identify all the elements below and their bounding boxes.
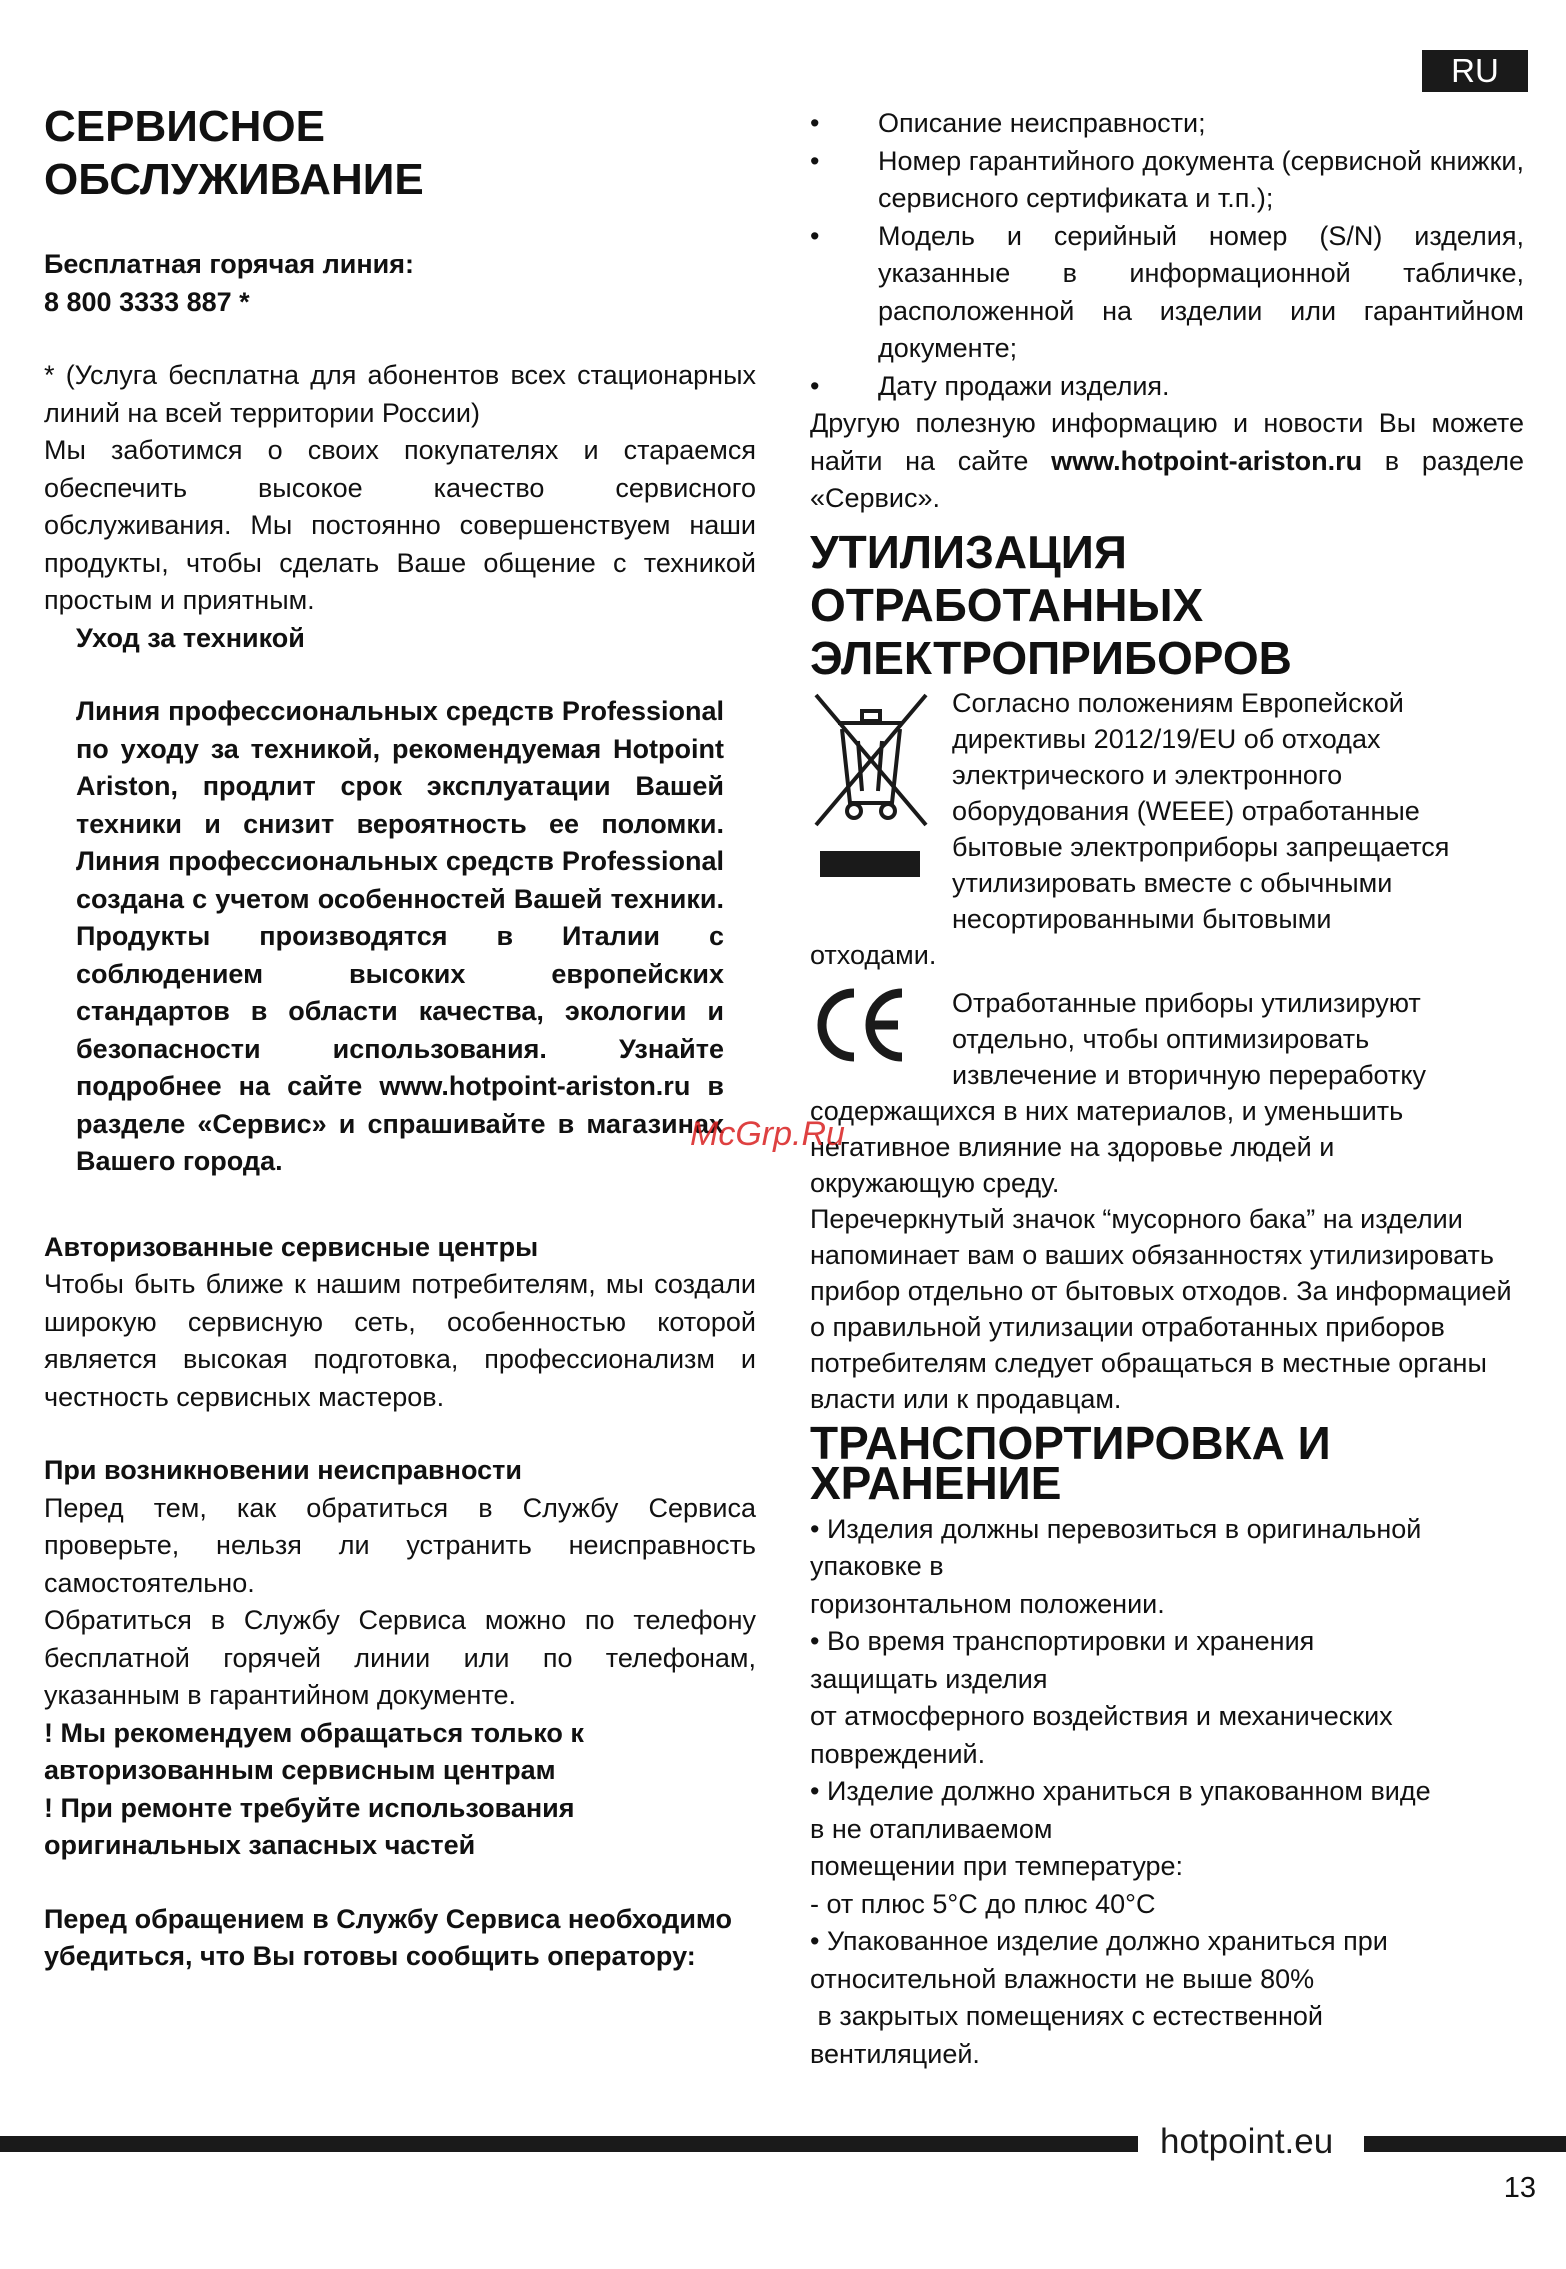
service-title-line2: ОБСЛУЖИВАНИЕ: [44, 155, 424, 204]
page-number: 13: [1503, 2172, 1536, 2204]
info-text-after: в разделе «Сервис».: [810, 445, 1524, 513]
info-bullet-list: [810, 105, 1524, 405]
bullet-dot: •: [810, 145, 820, 176]
transport-line: вентиляцией.: [810, 2038, 980, 2069]
transport-line: относительной влажности не выше 80%: [810, 1963, 1315, 1994]
bullet-text: Номер гарантийного документа (сервисной книжки, сервисного сертификата и т.п.);: [878, 145, 1524, 213]
ce-text-line: извлечение и вторичную переработку: [952, 1059, 1426, 1090]
transport-line: - от плюс 5°C до плюс 40°C: [810, 1888, 1156, 1919]
bullet-dot: •: [810, 220, 820, 251]
transport-title-line2: ХРАНЕНИЕ: [810, 1456, 1062, 1509]
hotline-number: 8 800 3333 887 *: [44, 286, 250, 317]
weee-section: [810, 685, 1524, 937]
before-contact-text: Перед обращением в Службу Сервиса необходимо убедиться, что Вы готовы сообщить оператору:: [44, 1903, 733, 1971]
hotline-note: * (Услуга бесплатна для абонентов всех стационарных линий на всей территории России): [44, 360, 756, 428]
care-heading: Уход за техникой: [76, 622, 305, 653]
info-site-link[interactable]: www.hotpoint-ariston.ru: [1051, 445, 1363, 476]
warning-authorized: ! Мы рекомендуем обращаться только к авторизованным сервисным центрам: [44, 1717, 584, 1785]
bullet-item: [810, 105, 1524, 143]
care-paragraph: Мы заботимся о своих покупателях и стараемся обеспечить высокое качество сервисного обслуживания. Мы постоянно совершенствуем наши продукты, чтобы сделать Ваше общение с техникой простым и приятным.: [44, 435, 756, 615]
bullet-dot: •: [810, 370, 820, 401]
weee-text: [952, 685, 1524, 937]
bullet-dot: •: [810, 108, 820, 138]
bullet-item: [810, 368, 1524, 406]
transport-list: [810, 1511, 1524, 2074]
transport-title-line1: ТРАНСПОРТИРОВКА И: [810, 1416, 1331, 1469]
bin-explanation: Перечеркнутый значок “мусорного бака” на изделии напоминает вам о ваших обязанностях утилизировать прибор отдельно от бытовых отходов. За информацией о правильной утилизации отработанных приборов потребителям следует обращаться в местные органы власти или к продавцам.: [810, 1203, 1512, 1414]
weee-icon-box: [810, 685, 952, 937]
ce-text-line: окружающую среду.: [810, 1167, 1060, 1198]
transport-line: упаковке в: [810, 1551, 944, 1581]
bullet-text: Описание неисправности;: [878, 108, 1206, 138]
bullet-item: [810, 218, 1524, 368]
ce-section: [810, 985, 1524, 1093]
service-title: [44, 100, 756, 206]
watermark: McGrp.Ru: [690, 1115, 845, 1153]
care-body: Линия профессиональных средств Professional по уходу за техникой, рекомендуемая Hotpoint Ariston, продлит срок эксплуатации Вашей техники и снизит вероятность ее поломки. Линия профессиональных средств Professional создана с учетом особенностей Вашей техники. Продукты производятся в Италии с соблюдением высоких европейских стандартов в области качества, экологии и безопасности использования. Узнайте подробнее на сайте www.hotpoint-ariston.ru в разделе «Сервис» и спрашивайте в магазинах Вашего города.: [76, 696, 724, 1176]
ce-text-tail: [810, 1093, 1524, 1417]
transport-line: повреждений.: [810, 1738, 986, 1769]
weee-text-line: электрического и электронного: [952, 759, 1343, 790]
centers-heading: Авторизованные сервисные центры: [44, 1231, 539, 1262]
transport-line: помещении при температуре:: [810, 1851, 1184, 1881]
weee-text-line: оборудования (WEEE) отработанные: [952, 795, 1420, 826]
footer-bar-right: [1364, 2136, 1566, 2152]
ce-text: [952, 985, 1524, 1093]
weee-text-line: директивы 2012/19/EU об отходах: [952, 723, 1381, 754]
ce-icon-box: [810, 985, 952, 1093]
transport-line: горизонтальном положении.: [810, 1588, 1165, 1619]
transport-line: от атмосферного воздействия и механических: [810, 1701, 1393, 1731]
weee-text-line: утилизировать вместе с обычными: [952, 867, 1393, 898]
ce-text-line: негативное влияние на здоровье людей и: [810, 1131, 1335, 1162]
weee-text-line: бытовые электроприборы запрещается: [952, 831, 1450, 862]
fault-body-1: Перед тем, как обратиться в Службу Сервиса проверьте, нельзя ли устранить неисправность самостоятельно.: [44, 1492, 756, 1598]
right-column: [810, 105, 1524, 2073]
footer-bar-left: [0, 2136, 1138, 2152]
bullet-text: Дату продажи изделия.: [878, 370, 1170, 401]
bullet-item: [810, 143, 1524, 218]
weee-text-line: Согласно положениям Европейской: [952, 687, 1404, 718]
transport-line: в закрытых помещениях с естественной: [810, 2001, 1323, 2031]
warning-original-parts: ! При ремонте требуйте использования оригинальных запасных частей: [44, 1792, 575, 1860]
crossed-out-bin-icon: [810, 685, 930, 885]
ce-mark-icon: [810, 985, 910, 1065]
transport-line: защищать изделия: [810, 1663, 1048, 1694]
weee-text-line: несортированными бытовыми: [952, 903, 1332, 934]
bullet-text: Модель и серийный номер (S/N) изделия, указанные в информационной табличке, расположенной на изделии или гарантийном документе;: [878, 220, 1524, 363]
fault-heading: При возникновении неисправности: [44, 1455, 522, 1485]
disposal-title-line1: УТИЛИЗАЦИЯ ОТРАБОТАННЫХ: [810, 525, 1204, 631]
hotline-label: Бесплатная горячая линия:: [44, 249, 414, 279]
transport-line: • Изделия должны перевозиться в оригинальной: [810, 1513, 1422, 1544]
ce-text-line: Отработанные приборы утилизируют: [952, 987, 1421, 1018]
transport-line: в не отапливаемом: [810, 1813, 1053, 1844]
transport-line: • Во время транспортировки и хранения: [810, 1626, 1315, 1656]
disposal-title-line2: ЭЛЕКТРОПРИБОРОВ: [810, 631, 1292, 684]
info-text-before: Другую полезную информацию и новости Вы можете найти на сайте: [810, 408, 1524, 476]
disposal-title: [810, 526, 1524, 685]
ce-text-line: отдельно, чтобы оптимизировать: [952, 1023, 1370, 1054]
transport-line: • Упакованное изделие должно храниться при: [810, 1926, 1388, 1956]
transport-line: • Изделие должно храниться в упакованном виде: [810, 1776, 1431, 1806]
ce-text-line: содержащихся в них материалов, и уменьшить: [810, 1095, 1404, 1126]
left-column: [44, 100, 756, 1976]
weee-text-tail: отходами.: [810, 939, 937, 970]
centers-body: Чтобы быть ближе к нашим потребителям, мы создали широкую сервисную сеть, особенностью которой является высокая подготовка, профессионализм и честность сервисных мастеров.: [44, 1269, 756, 1412]
service-title-line1: СЕРВИСНОЕ: [44, 102, 325, 151]
fault-body-2: Обратиться в Службу Сервиса можно по телефону бесплатной горячей линии или по телефонам, указанным в гарантийном документе.: [44, 1605, 756, 1710]
transport-title: [810, 1416, 1524, 1509]
language-badge: RU: [1422, 50, 1528, 92]
care-section: [76, 620, 724, 1181]
info-paragraph: [810, 405, 1524, 518]
footer-site[interactable]: hotpoint.eu: [1160, 2122, 1334, 2161]
